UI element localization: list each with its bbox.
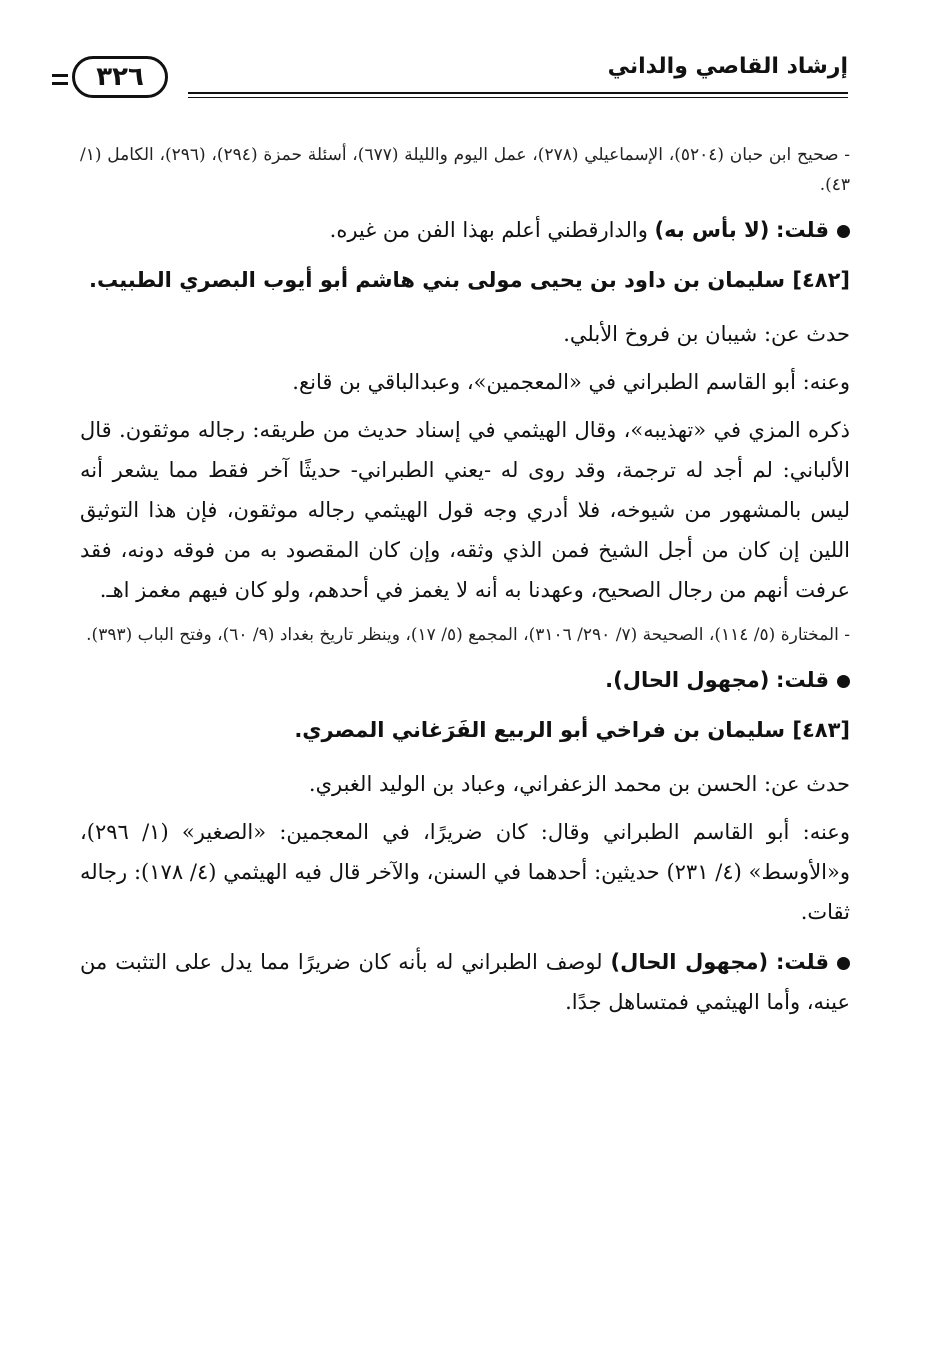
- entry-teachers: حدث عن: الحسن بن محمد الزعفراني، وعباد بن الوليد الغبري.: [308, 772, 850, 796]
- footnote-sources: - المختارة (٥/ ١١٤)، الصحيحة (٧/ ٢٩٠/ ٣١٠٦)، المجمع (٥/ ١٧)، وينظر تاريخ بغداد (٩/ ٦٠)، وفتح الباب (٣٩٣).: [86, 625, 850, 645]
- comment-label: قلت:: [776, 950, 829, 974]
- header-ornament: [52, 74, 68, 77]
- comment-verdict: (مجهول الحال).: [605, 668, 770, 692]
- running-title: إرشاد القاصي والداني: [607, 54, 848, 79]
- page-header: [58, 40, 848, 110]
- comment-verdict: (لا بأس به): [654, 218, 770, 242]
- bullet-icon: [837, 957, 850, 970]
- entry-teachers: حدث عن: شيبان بن فروخ الأبلي.: [563, 322, 850, 346]
- bullet-icon: [837, 225, 850, 238]
- entry-students: وعنه: أبو القاسم الطبراني وقال: كان ضريرًا، في المعجمين: «الصغير» (١/ ٢٩٦)، و«الأوسط» (٤/ ٢٣١) حديثين: أحدهما في السنن، والآخر قال فيه الهيثمي (٤/ ١٧٨): رجاله ثقات.: [80, 820, 850, 924]
- comment-text: والدارقطني أعلم بهذا الفن من غيره.: [329, 218, 648, 242]
- author-comment: [80, 210, 850, 250]
- comment-label: قلت:: [776, 218, 829, 242]
- author-comment: [80, 660, 850, 700]
- entry-students: وعنه: أبو القاسم الطبراني في «المعجمين»، وعبدالباقي بن قانع.: [292, 370, 850, 394]
- comment-label: قلت:: [776, 668, 829, 692]
- header-ornament: [52, 82, 68, 85]
- entry-discussion: ذكره المزي في «تهذيبه»، وقال الهيثمي في إسناد حديث من طريقه: رجاله موثقون. قال الألباني: لم أجد له ترجمة، وقد روى له -يعني الطبراني- حديثًا آخر فقط مما يشعر أنه ليس بالمشهور من شيوخه، فلا أدري وجه قول الهيثمي رجاله موثقون، فإن هذا التوثيق اللين إن كان من أجل الشيخ فمن الذي وثقه، وإن كان المقصود به من فوقه دونه، فقد عرفت أنهم من رجال الصحيح، وعهدنا به أنه لا يغمز في أحدهم، ولو كان فيهم مغمز اهـ.: [80, 418, 850, 602]
- bullet-icon: [837, 675, 850, 688]
- comment-text: لوصف الطبراني له بأنه كان ضريرًا مما يدل على التثبت من عينه، وأما الهيثمي فمتساهل جدًا.: [80, 950, 850, 1014]
- header-rule: [188, 97, 848, 98]
- footnote-sources: - صحيح ابن حبان (٥٢٠٤)، الإسماعيلي (٢٧٨)، عمل اليوم والليلة (٦٧٧)، أسئلة حمزة (٢٩٤)، (٢٩٦)، الكامل (١/ ٤٣).: [80, 145, 851, 195]
- header-rule: [188, 92, 848, 94]
- comment-verdict: (مجهول الحال): [610, 950, 769, 974]
- entry-heading: [٤٨٢] سليمان بن داود بن يحيى مولى بني هاشم أبو أيوب البصري الطبيب.: [88, 268, 850, 292]
- entry-heading: [٤٨٣] سليمان بن فراخي أبو الربيع الفَرَغاني المصري.: [294, 718, 850, 742]
- page-content: [80, 140, 850, 1032]
- author-comment: [80, 942, 850, 1022]
- page-number: ٣٢٦: [72, 56, 168, 98]
